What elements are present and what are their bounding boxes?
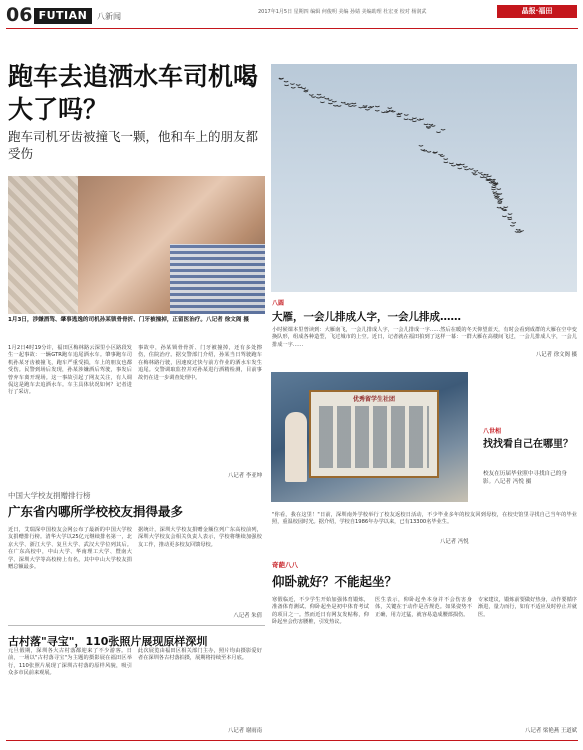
goose-mark [498, 203, 502, 204]
photo2-body: 小时候课本里曾读到：大雁南飞，一会儿排成人字，一会儿排成一字……然后在暖的冬天仰望蓝天，有时会看到成群的大雁在空中变换队形，组成各种造型，飞过城市的上空。近日，记者就在福田拍到了这样一幕：一群大雁在高楼间飞过，一会儿排成人字，一会儿排成一字…… [272, 327, 577, 348]
goose-mark [316, 97, 320, 98]
goose-mark [436, 132, 440, 133]
story5-credit: 八记者 谢雨南 [227, 728, 262, 734]
goose-mark [487, 176, 491, 177]
section-name: 八新闻 [97, 12, 121, 21]
story5-body-col1: 元旦假期，深圳各大古村落都迎来了不少游客。日前，一场以"古村落寻宝"为主题的摄影展在福田区举行，110张照片展现了深圳古村落的原样风貌，吸引众多市民前来观展。 [8, 648, 132, 677]
goose-mark [473, 174, 477, 175]
story4-body-col1: 近日，艾瑞深中国校友会网公布了最新的中国大学校友捐赠排行榜。清华大学以25亿元继续排名第一，北京大学、浙江大学、复旦大学、武汉大学位列其后。在广东高校中，中山大学、华南理工大学、暨南大学、深圳大学等高校榜上有名，其中中山大学校友捐赠总额最多。 [8, 527, 132, 571]
goose-mark [502, 209, 506, 210]
goose-mark [460, 164, 464, 165]
story5-headline: 古村落"寻宝"，110张照片展现原样深圳 [8, 635, 208, 648]
story6-kicker: 奇葩八八 [272, 561, 298, 569]
goose-mark [483, 177, 487, 178]
goose-mark [463, 166, 467, 167]
goose-mark [512, 222, 516, 223]
goose-mark [441, 129, 445, 130]
goose-mark [328, 100, 332, 101]
photo3-caption: 校友在历届毕业照中寻找自己的身影。八记者 冯悦 摄 [483, 471, 567, 485]
goose-mark [444, 159, 448, 160]
goose-mark [444, 162, 448, 163]
goose-mark [409, 119, 413, 120]
shirt-shape [170, 244, 265, 314]
goose-mark [484, 174, 488, 175]
photo3-body: "你看，我在这里！"日前，深圳南外学校举行了校友返校日活动，不少毕业多年的校友回到母校，在校史馆里寻找自己当年的毕业照，重温校园时光。据介绍，学校自1986年办学以来，已有13300名毕业生。 [272, 512, 577, 526]
goose-mark [492, 185, 496, 186]
goose-mark [426, 126, 430, 127]
goose-mark [375, 110, 379, 111]
goose-mark [328, 103, 332, 104]
goose-mark [491, 189, 495, 190]
section-divider [8, 625, 265, 626]
goose-mark [508, 219, 512, 220]
photo2-credit: 八记者 徐文阁 摄 [535, 352, 577, 358]
goose-mark [472, 173, 476, 174]
goose-mark [451, 165, 455, 166]
goose-mark [417, 119, 421, 120]
goose-mark [519, 230, 523, 231]
issue-meta: 2017年1月5日 星期四 编辑 何俊明 美编 孙婧 美编助理 杜宏亚 校对 杨润武 [258, 9, 427, 15]
goose-mark [309, 94, 313, 95]
goose-mark [388, 108, 392, 109]
goose-mark [492, 192, 496, 193]
goose-mark [337, 106, 341, 107]
photo-board [309, 390, 439, 478]
goose-mark [398, 113, 402, 114]
goose-mark [504, 207, 508, 208]
goose-mark [363, 105, 367, 106]
goose-mark [498, 201, 502, 202]
goose-mark [426, 127, 430, 128]
section-tag: FUTIAN [34, 8, 92, 24]
goose-mark [419, 145, 423, 146]
goose-mark [341, 102, 345, 103]
goose-mark [375, 106, 379, 107]
goose-mark [296, 84, 300, 85]
goose-mark [494, 198, 498, 199]
goose-mark [464, 169, 468, 170]
goose-mark [404, 115, 408, 116]
goose-mark [304, 91, 308, 92]
goose-mark [494, 195, 498, 196]
photo3-tag: 八世相 [483, 428, 502, 435]
goose-mark [516, 229, 520, 230]
photo3-title: 找找看自己在哪里？ [483, 439, 573, 450]
goose-mark [370, 106, 374, 107]
goose-mark [412, 121, 416, 122]
goose-mark [302, 88, 306, 89]
goose-mark [424, 124, 428, 125]
story6-body-col2: 医生表示，仰卧起坐本身并不会伤害身体，关键在于动作是否规范。如果姿势不正确，用力过猛，就容易造成腰部损伤。 [375, 597, 472, 618]
story1-headline: 跑车去追洒水车司机喝大了吗？ [8, 62, 259, 124]
goose-mark [404, 119, 408, 120]
story5-body-col2: 此次展览由福田区相关部门主办，照片均由摄影爱好者在深圳各古村落拍摄，展期将持续至本月底。 [138, 648, 262, 662]
goose-mark [491, 187, 495, 188]
goose-mark [391, 111, 395, 112]
goose-mark [325, 98, 329, 99]
goose-mark [321, 97, 325, 98]
story6-body-col3: 专家建议，锻炼前要做好热身，动作要循序渐进，量力而行，如有不适应及时停止并就医。 [478, 597, 577, 618]
person-shape [285, 412, 307, 482]
goose-mark [440, 156, 444, 157]
goose-mark [438, 154, 442, 155]
newspaper-logo: 晶报·福田 [497, 5, 577, 18]
story6-body-col1: 寒假临近，不少学生开始加强体育锻炼，准备体育测试。仰卧起坐是初中体育考试的项目之一。然而近日有网友发帖称，仰卧起坐会伤害腰椎，引发热议。 [272, 597, 369, 626]
story1-subhead: 跑车司机牙齿被撞飞一颗，他和车上的朋友都受伤 [8, 129, 259, 161]
goose-mark [427, 151, 431, 152]
goose-mark [502, 216, 506, 217]
photo2-title: 大雁，一会儿排成人字，一会儿排成…… [272, 311, 461, 323]
goose-mark [311, 96, 315, 97]
goose-mark [290, 84, 294, 85]
goose-mark [332, 101, 336, 102]
story1-photo [8, 176, 265, 314]
story6-headline: 仰卧就好？不能起坐？ [272, 574, 398, 589]
goose-mark [458, 168, 462, 169]
geese-flock [271, 64, 577, 292]
geese-photo [271, 64, 577, 292]
goose-mark [507, 217, 511, 218]
goose-mark [449, 163, 453, 164]
goose-mark [352, 103, 356, 104]
goose-mark [500, 208, 504, 209]
story1-photo-caption: 1月3日，涉嫌酒驾、肇事逃逸的司机孙某锁骨骨折、门牙被撞掉，正留医治疗。八记者 徐文阁 摄 [8, 317, 250, 323]
pillow-shape [8, 176, 78, 314]
story4-credit: 八记者 朱倩 [233, 613, 262, 619]
story1-body-col2: 事故中，孙某锁骨骨折、门牙被撞掉，还有多处擦伤，住院治疗。据交警部门介绍，孙某当日驾驶跑车在梅林路行驶，因速度过快与前方作业的洒水车发生追尾。交警调取监控并对孙某进行酒精检测，目前事故仍在进一步调查处理中。 [138, 345, 262, 381]
goose-mark [478, 172, 482, 173]
story1-credit: 八记者 李亚坤 [227, 473, 262, 479]
story4-kicker: 中国大学校友捐赠排行榜 [8, 491, 91, 500]
goose-mark [423, 150, 427, 151]
goose-mark [469, 169, 473, 170]
goose-mark [320, 102, 324, 103]
story6-credit: 八记者 梁艳燕 王道斌 [525, 728, 577, 734]
goose-mark [517, 231, 521, 232]
goose-mark [490, 181, 494, 182]
goose-mark [429, 124, 433, 125]
goose-mark [499, 199, 503, 200]
goose-mark [486, 179, 490, 180]
goose-mark [317, 94, 321, 95]
goose-mark [298, 87, 302, 88]
goose-mark [510, 225, 514, 226]
goose-mark [304, 90, 308, 91]
goose-mark [431, 125, 435, 126]
goose-mark [397, 116, 401, 117]
header-divider [6, 28, 578, 29]
goose-mark [284, 85, 288, 86]
goose-mark [489, 182, 493, 183]
goose-mark [497, 189, 501, 190]
goose-mark [490, 179, 494, 180]
photo3-credit: 八记者 冯悦 [440, 539, 469, 545]
goose-mark [474, 170, 478, 171]
goose-mark [284, 81, 288, 82]
page-number: 06 [6, 4, 33, 26]
goose-mark [352, 105, 356, 106]
goose-mark [279, 78, 283, 79]
goose-mark [412, 118, 416, 119]
goose-mark [497, 200, 501, 201]
goose-mark [419, 119, 423, 120]
story1-body-col1: 1月2日4时19分许，福田区梅林路云深里小区路段发生一起事故：一辆GTR跑车追尾洒水车。肇事跑车司机孙某牙齿被撞飞，跑车严重受损，车上的朋友也都受伤。民警到场后发现，孙某涉嫌酒后驾驶，事发后曾弃车离开现场。这一事故引起了网友关注，有人调侃这是跑车去追洒水车。车主具体状况如何？记者进行了采访。 [8, 345, 132, 396]
goose-mark [291, 87, 295, 88]
story4-headline: 广东省内哪所学校校友捐得最多 [8, 504, 184, 519]
photo2-tag: 八圆 [272, 300, 285, 307]
goose-mark [362, 107, 366, 108]
board-title: 优秀留学生社团 [352, 396, 395, 403]
goose-mark [365, 109, 369, 110]
goose-mark [508, 214, 512, 215]
alumni-photo [271, 372, 468, 502]
story4-body-col2: 据统计，深圳大学校友捐赠金额位列广东高校前列，深圳大学校友会相关负责人表示，学校将继续加强校友工作，推动更多校友回馈母校。 [138, 527, 262, 548]
goose-mark [347, 103, 351, 104]
footer-divider [6, 740, 578, 741]
